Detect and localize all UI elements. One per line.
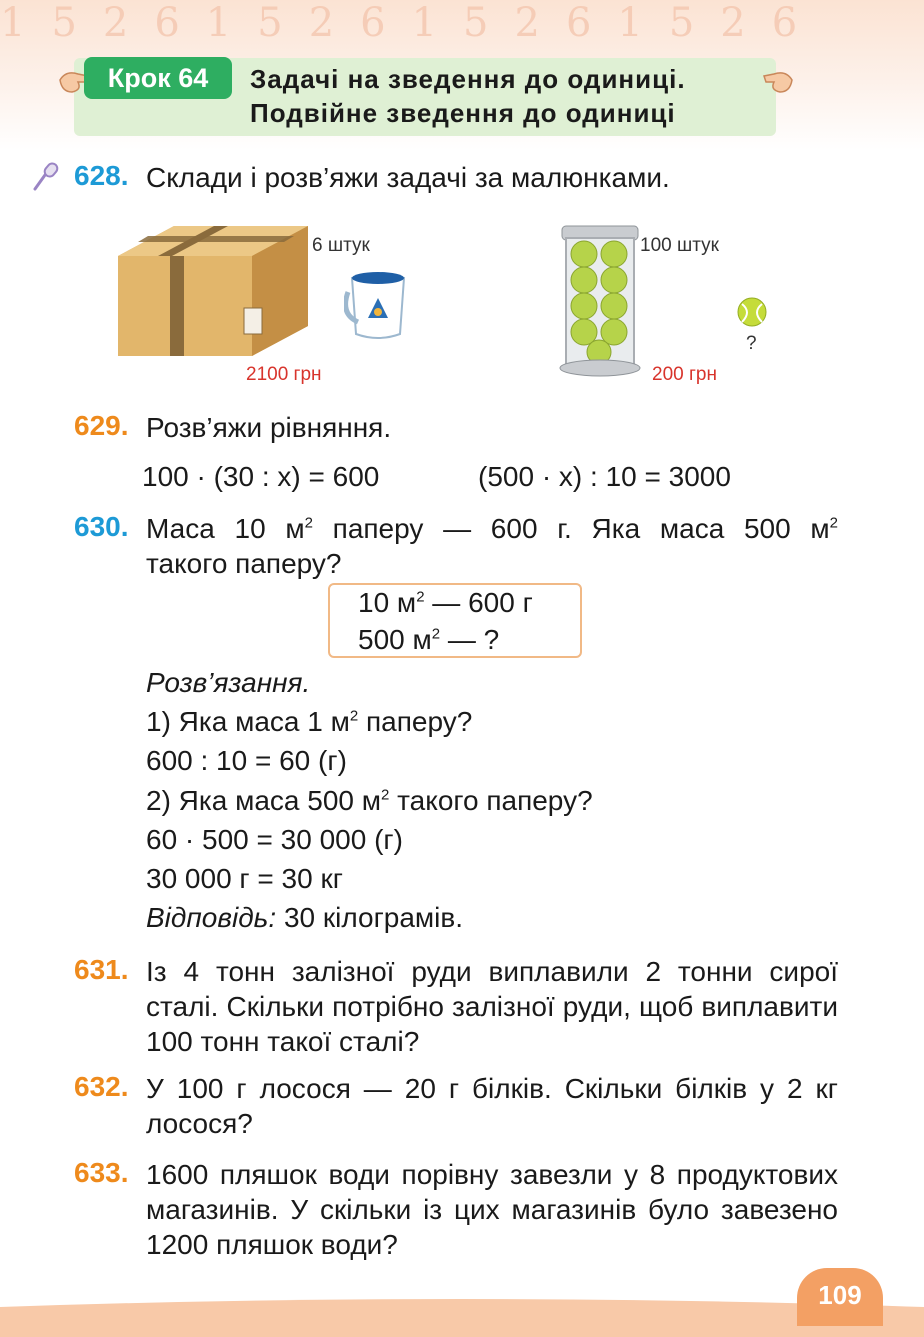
equation-1: 100 · (30 : x) = 600 — [142, 461, 380, 492]
solution-label: Розв’язання. — [146, 667, 311, 698]
solution-calc1: 600 : 10 = 60 (г) — [146, 745, 347, 776]
task-628-text: Склади і розв’яжи задачі за малюнками. — [146, 162, 670, 193]
task-632-text: У 100 г лосося — 20 г білків. Скільки білків у 2 кг лосося? — [146, 1073, 838, 1139]
cup-icon — [344, 268, 420, 344]
task-629-text: Розв’яжи рівняння. — [146, 412, 392, 443]
lesson-title-line1: Задачі на зведення до одиниці. — [250, 64, 686, 94]
condition-line2: 500 $м^2$ — ? — [358, 624, 500, 655]
answer-label: Відповідь: — [146, 902, 277, 933]
picture2-count-label: 100 штук — [640, 235, 719, 256]
solution-calc3: 30 000 г = 30 кг — [146, 863, 343, 894]
task-631-number: 631. — [74, 954, 129, 985]
picture2-question-mark: ? — [746, 333, 757, 354]
footer-wave — [0, 1297, 924, 1337]
task-630-word-m2: $м^2$ — [285, 513, 313, 544]
tennis-ball-tube-illustration — [558, 222, 642, 382]
task-633-text: 1600 пляшок води порівну завезли у 8 продуктових магазинів. У скільки із цих магазинів було завезено 1200 пляшок води? — [146, 1159, 838, 1260]
task-630-word-which: Яка — [591, 513, 641, 544]
tennis-ball-icon — [736, 296, 768, 328]
equation-2: (500 · x) : 10 = 3000 — [478, 461, 731, 492]
decorative-digits-pattern: 1526152615261526 — [0, 0, 824, 46]
pointing-hand-right-icon — [762, 66, 796, 96]
task-628-number: 628. — [74, 160, 129, 191]
task-630-word-500: 500 — [743, 513, 791, 544]
task-630-word-mass: Маса — [146, 513, 215, 544]
task-630-word-mass2: маса — [659, 513, 725, 544]
task-630-line2: такого паперу? — [146, 548, 342, 579]
step-badge: Крок 64 — [84, 57, 232, 99]
task-630-word-10: 10 — [234, 513, 266, 544]
task-630-word-g: г. — [557, 513, 572, 544]
picture2-price-label: 200 грн — [652, 364, 717, 385]
picture1-price-label: 2100 грн — [246, 364, 322, 385]
solution-step2: 2) Яка маса 500 $м^2$ такого паперу? — [146, 785, 593, 816]
answer-value: 30 кілограмів. — [276, 902, 464, 933]
task-630-word-m2b: $м^2$ — [810, 513, 838, 544]
solution-calc2: 60 · 500 = 30 000 (г) — [146, 824, 403, 855]
task-631-text: Із 4 тонн залізної руди виплавили 2 тонни сирої сталі. Скільки потрібно залізної руди, щоб виплавити 100 тонн такої сталі? — [146, 956, 838, 1057]
lesson-title — [250, 62, 686, 130]
page-number: 109 — [797, 1268, 883, 1326]
condition-line1: 10 $м^2$ — 600 г — [358, 587, 533, 618]
picture1-count-label: 6 штук — [312, 235, 370, 256]
microphone-icon — [30, 160, 64, 194]
task-630-word-paper: паперу — [332, 513, 424, 544]
task-630-text — [146, 511, 838, 581]
task-630-word-dash: — — [443, 513, 472, 544]
solution-step1: 1) Яка маса 1 $м^2$ паперу? — [146, 706, 473, 737]
task-630-number: 630. — [74, 511, 129, 542]
task-629-number: 629. — [74, 410, 129, 441]
solution-answer — [146, 900, 463, 935]
task-632-number: 632. — [74, 1071, 129, 1102]
lesson-title-line2: Подвійне зведення до одиниці — [250, 98, 676, 128]
task-630-word-600: 600 — [490, 513, 538, 544]
task-630-line1 — [146, 511, 838, 546]
cardboard-box-illustration — [118, 222, 318, 362]
task-633-number: 633. — [74, 1157, 129, 1188]
